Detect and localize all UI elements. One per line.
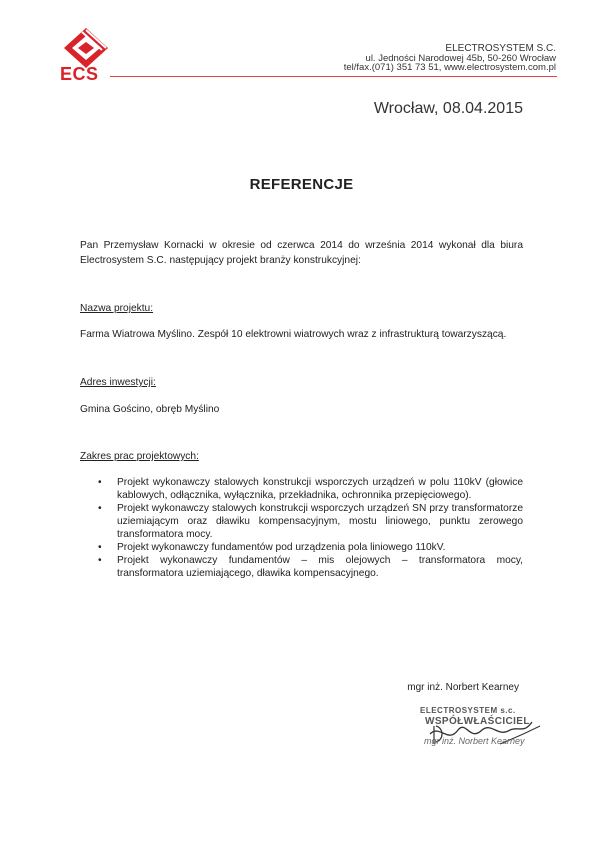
list-item: • Projekt wykonawczy stalowych konstrukcji wsporczych urządzeń w polu 110kV (głowice kablowych, odłącznika, wyłącznika, przekładnika, ochronnika przepięciowego). (98, 476, 523, 502)
stamp-company: ELECTROSYSTEM s.c. (420, 706, 516, 715)
signer-name: mgr inż. Norbert Kearney (407, 682, 519, 693)
stamp-name: mgr inż. Norbert Kearney (424, 736, 525, 746)
header-divider (110, 76, 557, 77)
scope-heading: Zakres prac projektowych: (80, 451, 199, 462)
list-item: • Projekt wykonawczy stalowych konstrukcji wsporczych urządzeń SN przy transformatorze uziemiającym oraz dławiku kompensacyjnym, mostu liniowego, punktu zerowego transformatora mocy. (98, 502, 523, 541)
scope-list (98, 476, 523, 580)
company-contact: tel/fax.(071) 351 73 51, www.electrosystem.com.pl (343, 62, 556, 73)
project-name-heading: Nazwa projektu: (80, 303, 154, 314)
investment-address-value: Gmina Gościno, obręb Myślino (80, 404, 220, 415)
document-title: REFERENCJE (249, 176, 354, 193)
stamp-role: WSPÓŁWŁAŚCICIEL (425, 716, 530, 727)
intro-paragraph: Pan Przemysław Kornacki w okresie od czerwca 2014 do września 2014 wykonał dla biura Electrosystem S.C. następujący projekt branży konstrukcyjnej: (80, 240, 523, 266)
list-item: • Projekt wykonawczy fundamentów pod urządzenia pola liniowego 110kV. (98, 541, 523, 554)
investment-address-heading: Adres inwestycji: (80, 377, 156, 388)
company-name: ELECTROSYSTEM S.C. (445, 43, 556, 54)
logo-text: ECS (60, 64, 99, 84)
list-item: • Projekt wykonawczy fundamentów – mis olejowych – transformatora mocy, transformatora uziemiającego, dławika kompensacyjnego. (98, 554, 523, 580)
company-address: ul. Jedności Narodowej 45b, 50-260 Wrocław (365, 53, 556, 64)
project-name-value: Farma Wiatrowa Myślino. Zespół 10 elektrowni wiatrowych wraz z infrastrukturą towarzyszącą. (80, 329, 507, 340)
city-date: Wrocław, 08.04.2015 (373, 100, 523, 117)
